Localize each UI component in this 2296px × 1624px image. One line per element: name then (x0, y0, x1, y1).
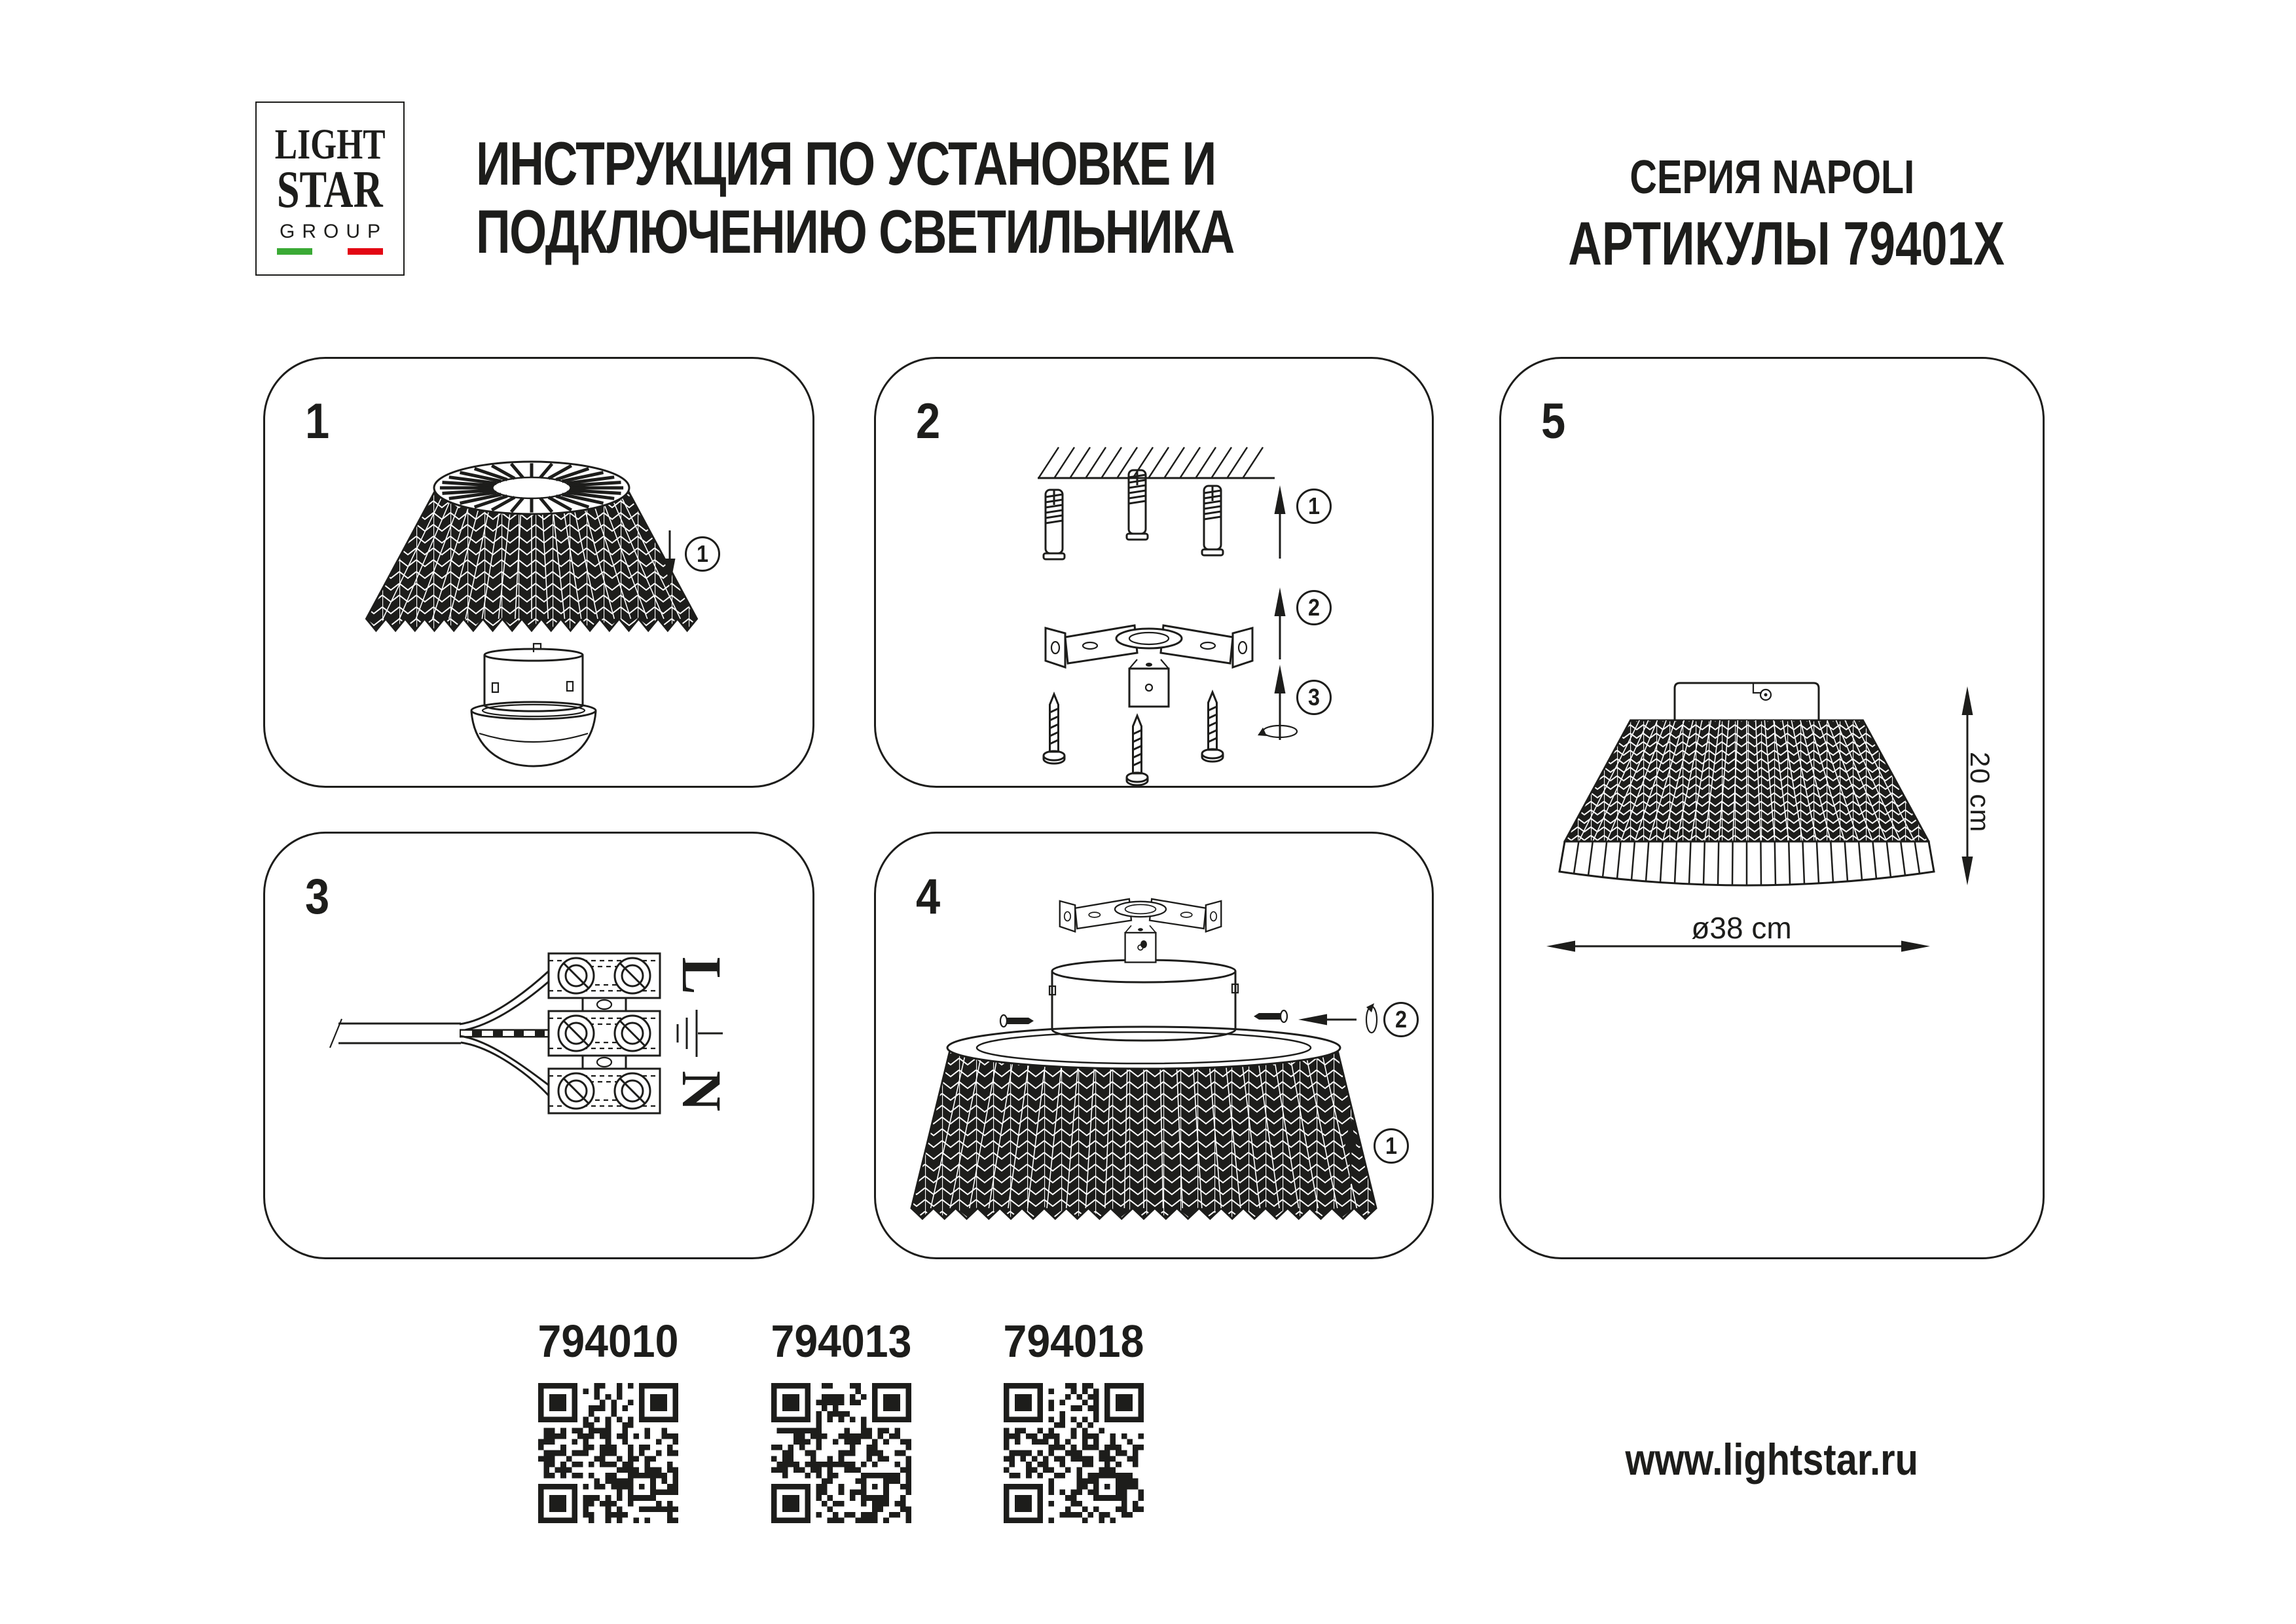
panel-number-4: 4 (916, 869, 940, 925)
articles-label: АРТИКУЛЫ 79401X (1568, 209, 2005, 278)
step-circle-2: 2 (1296, 590, 1332, 625)
step-circle-1: 1 (1296, 489, 1332, 524)
series-label: СЕРИЯ NAPOLI (1630, 151, 1914, 204)
page-title (476, 130, 1448, 266)
arrow-up-icon (1275, 485, 1286, 740)
step-circle-1: 1 (685, 536, 720, 572)
line-label: L (670, 957, 733, 995)
qr-code (538, 1383, 678, 1526)
panel-number-3: 3 (305, 869, 329, 925)
terminal-block-drawing (549, 953, 660, 1113)
step-circle-2: 2 (1383, 1002, 1419, 1037)
shade-and-base-drawing (263, 357, 814, 788)
height-dimension-label: 20 cm (1965, 752, 1995, 834)
lightstar-logo (255, 101, 405, 276)
page-title-line2: ПОДКЛЮЧЕНИЮ СВЕТИЛЬНИКА (476, 197, 1234, 266)
earth-ground-icon (678, 1010, 723, 1057)
wall-plug-icon (1044, 470, 1223, 559)
website-url: www.lightstar.ru (1625, 1435, 1919, 1485)
side-screw-icon (1000, 1010, 1287, 1027)
website-block (1499, 1434, 2045, 1485)
cable-drawing (330, 971, 549, 1096)
qr-code (771, 1383, 911, 1526)
panel-number-5: 5 (1541, 394, 1565, 449)
panel-number-1: 1 (305, 394, 329, 449)
brand-word-star: STAR (277, 160, 383, 219)
rotate-icon (1366, 1003, 1377, 1033)
arrow-left-icon (1298, 1014, 1357, 1025)
assembly-drawing (874, 832, 1434, 1259)
lamp-base-drawing (471, 644, 596, 766)
flag-green (277, 248, 312, 255)
brand-word-group: GROUP (279, 221, 388, 243)
canopy-drawing (1675, 683, 1819, 721)
mounting-parts-drawing (874, 357, 1434, 788)
step-circle-3: 3 (1296, 680, 1332, 715)
italian-flag-icon (277, 248, 383, 255)
article-number: 794013 (771, 1316, 912, 1367)
flag-white (312, 248, 348, 255)
mounting-bracket-drawing (1046, 625, 1252, 707)
step-circle-1: 1 (1374, 1128, 1409, 1164)
page-title-line1: ИНСТРУКЦИЯ ПО УСТАНОВКЕ И (476, 129, 1216, 198)
diameter-dimension-label: ø38 cm (1691, 911, 1792, 945)
brand-word-light: LIGHT (274, 120, 386, 168)
wiring-diagram (263, 832, 814, 1259)
panel-number-2: 2 (916, 394, 940, 449)
assembled-lamp-drawing (1499, 357, 2045, 1259)
rotate-icon (1258, 726, 1297, 737)
neutral-label: N (670, 1070, 733, 1112)
mounting-bracket-drawing (1060, 899, 1221, 963)
article-number: 794010 (538, 1316, 679, 1367)
qr-code (1004, 1383, 1144, 1526)
article-number: 794018 (1003, 1316, 1144, 1367)
series-block (1499, 151, 2045, 279)
flag-red (348, 248, 383, 255)
ceiling-hatch (1038, 447, 1275, 478)
